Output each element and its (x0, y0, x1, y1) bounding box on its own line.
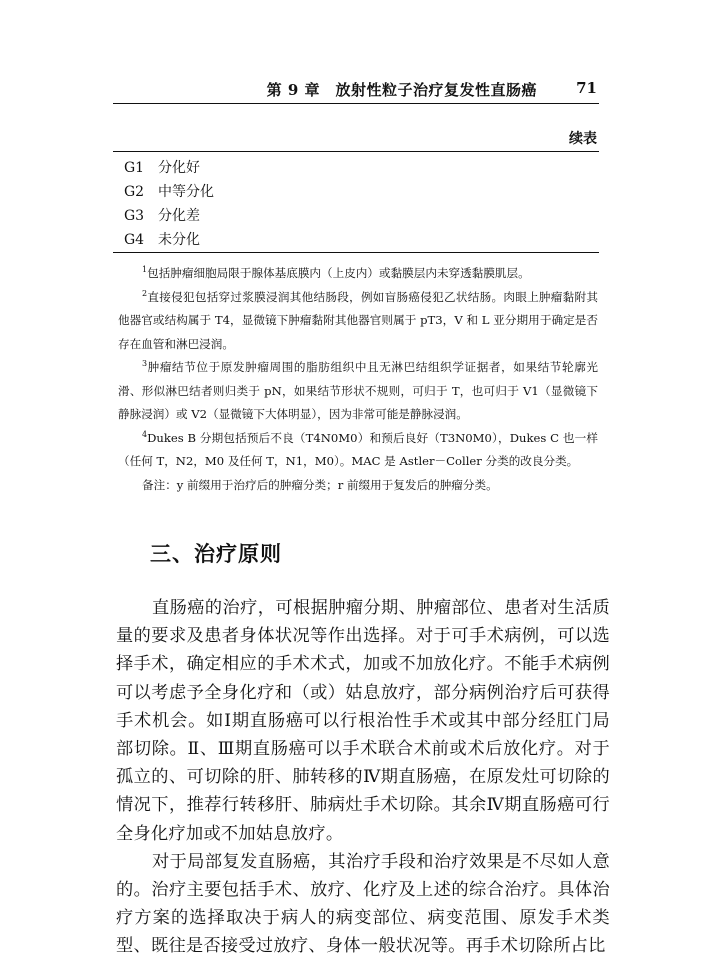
table-row (124, 228, 200, 252)
table-bottom-rule (113, 252, 599, 253)
page-number: 71 (576, 79, 597, 97)
table-continued-label: 续表 (569, 131, 597, 147)
grade-code: G2 (124, 184, 145, 200)
paragraph: 直肠癌的治疗，可根据肿瘤分期、肿瘤部位、患者对生活质量的要求及患者身体状况等作出选择。对于可手术病例，可以选择手术，确定相应的手术术式，加或不加放化疗。不能手术病例可以考虑予全身化疗和（或）姑息放疗，部分病例治疗后可获得手术机会。如Ⅰ期直肠癌可以行根治性手术或其中部分经肛门局部切除。Ⅱ、Ⅲ期直肠癌可以手术联合术前或术后放化疗。对于孤立的、可切除的肝、肺转移的Ⅳ期直肠癌，在原发灶可切除的情况下，推荐行转移肝、肺病灶手术切除。其余Ⅳ期直肠癌可行全身化疗加或不加姑息放疗。 (116, 598, 610, 844)
grade-code: G4 (124, 232, 145, 248)
grade-desc: 分化好 (158, 160, 200, 176)
grade-code: G3 (124, 208, 145, 224)
table-top-rule (113, 151, 599, 152)
running-header (113, 79, 599, 105)
footnotes (118, 262, 598, 497)
grade-desc: 中等分化 (158, 184, 214, 200)
footnote-mark: 2 (142, 288, 148, 298)
table-row (124, 204, 200, 228)
grade-code: G1 (124, 160, 145, 176)
section-heading: 三、治疗原则 (150, 541, 282, 566)
table-row (124, 180, 214, 204)
chapter-title: 第 9 章 放射性粒子治疗复发性直肠癌 (266, 81, 537, 99)
grade-desc: 分化差 (158, 208, 200, 224)
body-text (116, 594, 610, 961)
footnote: $^4$Dukes B 分期包括预后不良（T4N0M0）和预后良好（T3N0M0），Dukes C 也一样（任何 T，N2，M0 及任何 T，N1，M0）。MAC 是 Astler－Coller 分类的改良分类。 (118, 429, 598, 468)
footnote-mark: 3 (142, 359, 148, 369)
header-rule (113, 103, 599, 104)
footnote: $^2$直接侵犯包括穿过浆膜浸润其他结肠段，例如盲肠癌侵犯乙状结肠。肉眼上肿瘤黏附其他器官或结构属于 T4，显微镜下肿瘤黏附其他器官则属于 pT3，V 和 L 亚分期用于确定是否存在血管和淋巴浸润。 (118, 288, 598, 351)
table-row (124, 156, 200, 180)
footnote: $^3$肿瘤结节位于原发肿瘤周围的脂肪组织中且无淋巴结组织学证据者，如果结节轮廓光滑、形似淋巴结者则归类于 pN，如果结节形状不规则，可归于 T，也可归于 V1（显微镜下静脉浸润）或 V2（显微镜下大体明显），因为非常可能是静脉浸润。 (118, 359, 598, 421)
table-remark: 备注：y 前缀用于治疗后的肿瘤分类；r 前缀用于复发后的肿瘤分类。 (142, 477, 498, 492)
footnote-mark: 1 (142, 265, 148, 275)
footnote: $^1$包括肿瘤细胞局限于腺体基底膜内（上皮内）或黏膜层内未穿透黏膜肌层。 (142, 265, 530, 280)
footnote-mark: 4 (142, 429, 148, 439)
grade-desc: 未分化 (158, 232, 200, 248)
paragraph: 对于局部复发直肠癌，其治疗手段和治疗效果是不尽如人意的。治疗主要包括手术、放疗、化疗及上述的综合治疗。具体治疗方案的选择取决于病人的病变部位、病变范围、原发手术类型、既往是否接受过放疗、身体一般状况等。再手术切除所占比 (116, 851, 610, 957)
